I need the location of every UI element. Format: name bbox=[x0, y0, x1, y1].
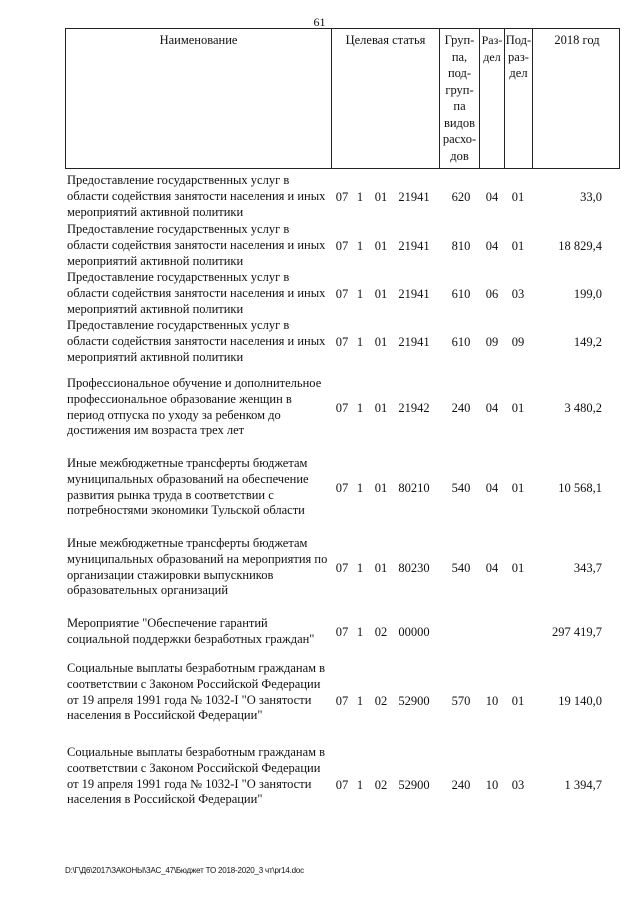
section: 09 bbox=[485, 334, 499, 349]
table-row bbox=[65, 222, 620, 270]
row-name: Предоставление государственных услуг в области содействия занятости населения и иных мероприятий активной политики bbox=[67, 270, 326, 316]
row-name: Предоставление государственных услуг в области содействия занятости населения и иных мероприятий активной политики bbox=[67, 222, 326, 268]
target-article-measure: 02 bbox=[374, 777, 388, 792]
subsection: 03 bbox=[511, 777, 525, 792]
target-article-subprogram: 1 bbox=[356, 400, 364, 415]
target-article-subprogram: 1 bbox=[356, 334, 364, 349]
target-article-code: 80210 bbox=[398, 480, 430, 495]
target-article-subprogram: 1 bbox=[356, 624, 364, 639]
target-article-measure: 02 bbox=[374, 624, 388, 639]
target-article-program: 07 bbox=[335, 189, 349, 204]
row-name: Социальные выплаты безработным гражданам в соответствии с Законом Российской Федерации от 19 апреля 1991 года № 1032-I "О занятости населения в Российской Федерации" bbox=[67, 661, 326, 723]
expense-group: 240 bbox=[451, 400, 471, 415]
table-header bbox=[65, 28, 620, 169]
amount-2018: 297 419,7 bbox=[552, 624, 602, 639]
target-article-program: 07 bbox=[335, 400, 349, 415]
section: 04 bbox=[485, 400, 499, 415]
target-article-subprogram: 1 bbox=[356, 480, 364, 495]
row-name: Иные межбюджетные трансферты бюджетам муниципальных образований на мероприятия по организации стажировки выпускников образовательных организаций bbox=[67, 536, 328, 598]
expense-group: 610 bbox=[451, 286, 471, 301]
header-name: Наименование bbox=[159, 33, 238, 47]
expense-group: 540 bbox=[451, 480, 471, 495]
target-article-measure: 01 bbox=[374, 400, 388, 415]
section: 04 bbox=[485, 238, 499, 253]
row-name: Социальные выплаты безработным гражданам в соответствии с Законом Российской Федерации от 19 апреля 1991 года № 1032-I "О занятости населения в Российской Федерации" bbox=[67, 745, 326, 807]
target-article-program: 07 bbox=[335, 238, 349, 253]
header-target-article: Целевая статья bbox=[345, 33, 426, 47]
expense-group: 810 bbox=[451, 238, 471, 253]
subsection: 01 bbox=[511, 693, 525, 708]
target-article-subprogram: 1 bbox=[356, 286, 364, 301]
header-group: Груп- па, под- груп- па видов расхо- дов bbox=[442, 33, 477, 163]
header-divider bbox=[331, 29, 332, 168]
target-article-subprogram: 1 bbox=[356, 693, 364, 708]
target-article-code: 52900 bbox=[398, 693, 430, 708]
row-name: Мероприятие "Обеспечение гарантий социальной поддержки безработных граждан" bbox=[67, 616, 315, 646]
header-year: 2018 год bbox=[554, 33, 600, 47]
section: 04 bbox=[485, 189, 499, 204]
section: 04 bbox=[485, 480, 499, 495]
target-article-code: 21942 bbox=[398, 400, 430, 415]
header-divider bbox=[532, 29, 533, 168]
row-name: Предоставление государственных услуг в области содействия занятости населения и иных мероприятий активной политики bbox=[67, 318, 326, 364]
table-row bbox=[65, 661, 620, 741]
section: 10 bbox=[485, 693, 499, 708]
table-row bbox=[65, 318, 620, 366]
amount-2018: 3 480,2 bbox=[564, 400, 602, 415]
section: 06 bbox=[485, 286, 499, 301]
amount-2018: 149,2 bbox=[573, 334, 602, 349]
target-article-code: 21941 bbox=[398, 334, 430, 349]
subsection bbox=[505, 616, 531, 648]
target-article-subprogram: 1 bbox=[356, 560, 364, 575]
header-subsection: Под- раз- дел bbox=[505, 33, 532, 80]
row-name: Профессиональное обучение и дополнительное профессиональное образование женщин в период отпуска по уходу за ребенком до достижения им возраста трех лет bbox=[67, 376, 322, 438]
amount-2018: 343,7 bbox=[573, 560, 602, 575]
target-article-measure: 01 bbox=[374, 560, 388, 575]
section bbox=[481, 616, 503, 648]
target-article-measure: 01 bbox=[374, 189, 388, 204]
subsection: 01 bbox=[511, 189, 525, 204]
expense-group: 620 bbox=[451, 189, 471, 204]
amount-2018: 199,0 bbox=[573, 286, 602, 301]
amount-2018: 1 394,7 bbox=[564, 777, 602, 792]
target-article-program: 07 bbox=[335, 693, 349, 708]
target-article-measure: 02 bbox=[374, 693, 388, 708]
target-article-program: 07 bbox=[335, 286, 349, 301]
expense-group: 610 bbox=[451, 334, 471, 349]
target-article-code: 00000 bbox=[398, 624, 430, 639]
amount-2018: 18 829,4 bbox=[558, 238, 602, 253]
target-article-code: 21941 bbox=[398, 286, 430, 301]
amount-2018: 33,0 bbox=[580, 189, 602, 204]
target-article-code: 80230 bbox=[398, 560, 430, 575]
header-section: Раз- дел bbox=[481, 33, 503, 64]
target-article-code: 21941 bbox=[398, 238, 430, 253]
subsection: 03 bbox=[511, 286, 525, 301]
subsection: 01 bbox=[511, 480, 525, 495]
target-article-subprogram: 1 bbox=[356, 189, 364, 204]
target-article-program: 07 bbox=[335, 777, 349, 792]
table-row bbox=[65, 270, 620, 318]
expense-group: 240 bbox=[451, 777, 471, 792]
target-article-measure: 01 bbox=[374, 334, 388, 349]
target-article-subprogram: 1 bbox=[356, 238, 364, 253]
target-article-program: 07 bbox=[335, 624, 349, 639]
row-name: Иные межбюджетные трансферты бюджетам муниципальных образований на обеспечение развития рынка труда в соответствии с потребностями экономики Тульской области bbox=[67, 456, 309, 518]
subsection: 01 bbox=[511, 560, 525, 575]
target-article-subprogram: 1 bbox=[356, 777, 364, 792]
section: 10 bbox=[485, 777, 499, 792]
expense-group bbox=[443, 616, 479, 648]
amount-2018: 10 568,1 bbox=[558, 480, 602, 495]
subsection: 01 bbox=[511, 238, 525, 253]
table-row bbox=[65, 173, 620, 221]
row-name: Предоставление государственных услуг в области содействия занятости населения и иных мероприятий активной политики bbox=[67, 173, 326, 219]
target-article-code: 21941 bbox=[398, 189, 430, 204]
page-number: 61 bbox=[313, 15, 326, 29]
target-article-measure: 01 bbox=[374, 286, 388, 301]
target-article-measure: 01 bbox=[374, 238, 388, 253]
table-row bbox=[65, 745, 620, 825]
target-article-program: 07 bbox=[335, 334, 349, 349]
subsection: 01 bbox=[511, 400, 525, 415]
section: 04 bbox=[485, 560, 499, 575]
expense-group: 570 bbox=[451, 693, 471, 708]
target-article-program: 07 bbox=[335, 480, 349, 495]
subsection: 09 bbox=[511, 334, 525, 349]
table-row bbox=[65, 536, 620, 600]
amount-2018: 19 140,0 bbox=[558, 693, 602, 708]
target-article-measure: 01 bbox=[374, 480, 388, 495]
expense-group: 540 bbox=[451, 560, 471, 575]
table-row bbox=[65, 456, 620, 520]
target-article-code: 52900 bbox=[398, 777, 430, 792]
table-row bbox=[65, 616, 620, 648]
table-row bbox=[65, 376, 620, 440]
footer-file-path: D:\Г\Д6\2017\ЗАКОНЫ\ЗАС_47\Бюджет ТО 2018-2020_3 чт\pr14.doc bbox=[65, 866, 304, 875]
target-article-program: 07 bbox=[335, 560, 349, 575]
